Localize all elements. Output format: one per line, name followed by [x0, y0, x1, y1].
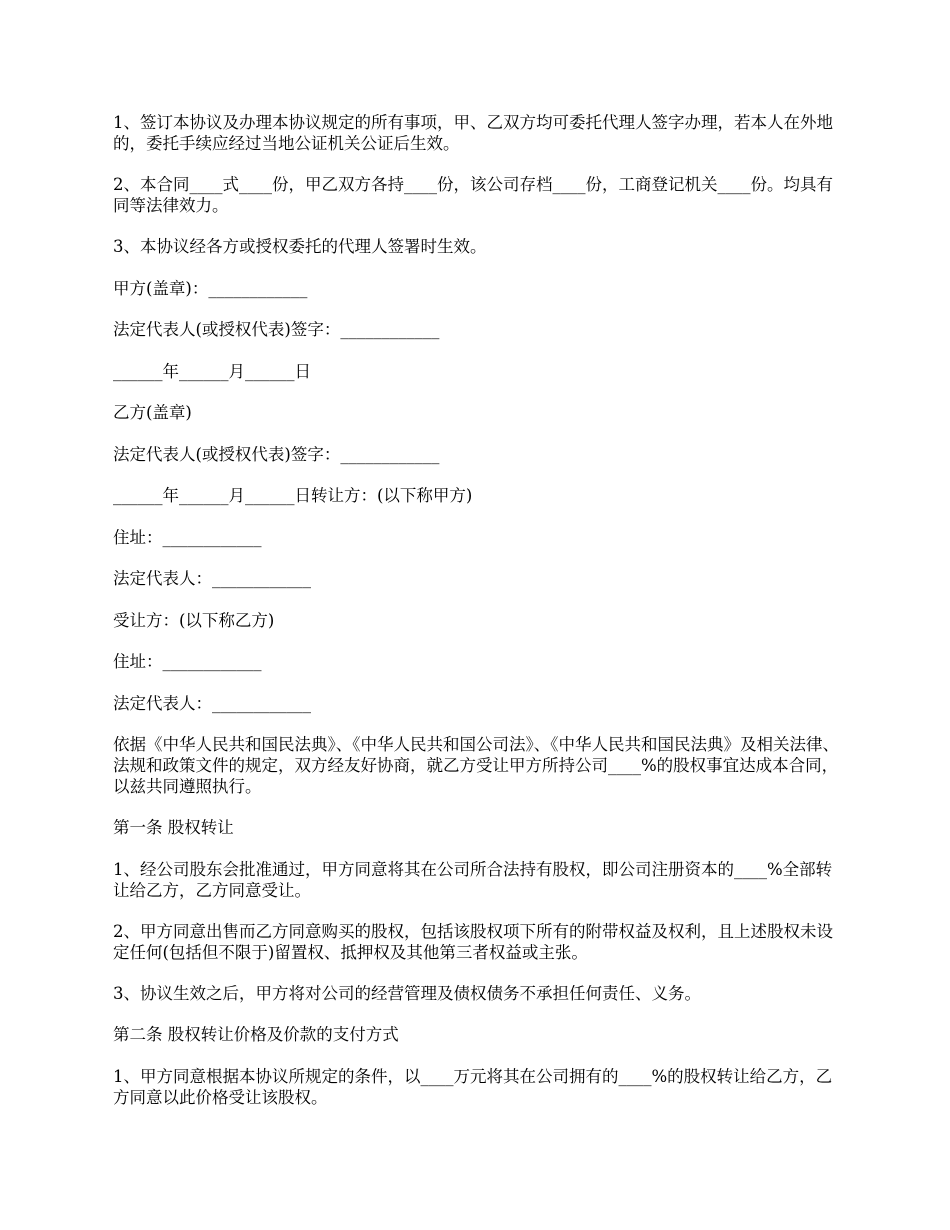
clause-proxy-signing: 1、签订本协议及办理本协议规定的所有事项，甲、乙双方均可委托代理人签字办理，若本人在外地的，委托手续应经过当地公证机关公证后生效。 — [113, 113, 833, 153]
party-b-seal-line: 乙方(盖章) — [113, 403, 192, 422]
article-one-heading: 第一条 股权转让 — [113, 818, 234, 837]
party-b-representative-line: 法定代表人(或授权代表)签字：____________ — [113, 444, 440, 464]
date-transferor-line: ______年______月______日转让方：(以下称甲方) — [113, 486, 473, 505]
document-body — [113, 112, 843, 1128]
article-two-heading: 第二条 股权转让价格及价款的支付方式 — [113, 1025, 399, 1044]
article-one-item-3: 3、协议生效之后，甲方将对公司的经营管理及债权债务不承担任何责任、义务。 — [113, 983, 701, 1003]
transferee-representative-line: 法定代表人：____________ — [113, 693, 311, 713]
clause-copies: 2、本合同____式____份，甲乙双方各持____份，该公司存档____份，工商登记机关____份。均具有同等法律效力。 — [113, 175, 833, 215]
transferor-representative-line: 法定代表人：____________ — [113, 569, 311, 588]
party-a-seal-line: 甲方(盖章)：____________ — [113, 278, 308, 298]
article-one-item-2: 2、甲方同意出售而乙方同意购买的股权，包括该股权项下所有的附带权益及权利，且上述股权未设定任何(包括但不限于)留置权、抵押权及其他第三者权益或主张。 — [113, 921, 833, 962]
legal-basis-paragraph: 依据《中华人民共和国民法典》、《中华人民共和国公司法》、《中华人民共和国民法典》及相关法律、法规和政策文件的规定，双方经友好协商，就乙方受让甲方所持公司____%的股权事宜达成本合同，以兹共同遵照执行。 — [113, 735, 839, 796]
clause-effective: 3、本协议经各方或授权委托的代理人签署时生效。 — [113, 237, 487, 256]
transferor-address-line: 住址：____________ — [113, 527, 262, 547]
transferee-line: 受让方：(以下称乙方) — [113, 610, 275, 630]
transferee-address-line: 住址：____________ — [113, 652, 262, 671]
party-a-representative-line: 法定代表人(或授权代表)签字：____________ — [113, 320, 440, 339]
party-a-date-line: ______年______月______日 — [113, 361, 311, 381]
article-one-item-1: 1、经公司股东会批准通过，甲方同意将其在公司所合法持有股权，即公司注册资本的____%全部转让给乙方，乙方同意受让。 — [113, 859, 833, 900]
article-two-item-1: 1、甲方同意根据本协议所规定的条件，以____万元将其在公司拥有的____%的股权转让给乙方，乙方同意以此价格受让该股权。 — [113, 1066, 833, 1107]
